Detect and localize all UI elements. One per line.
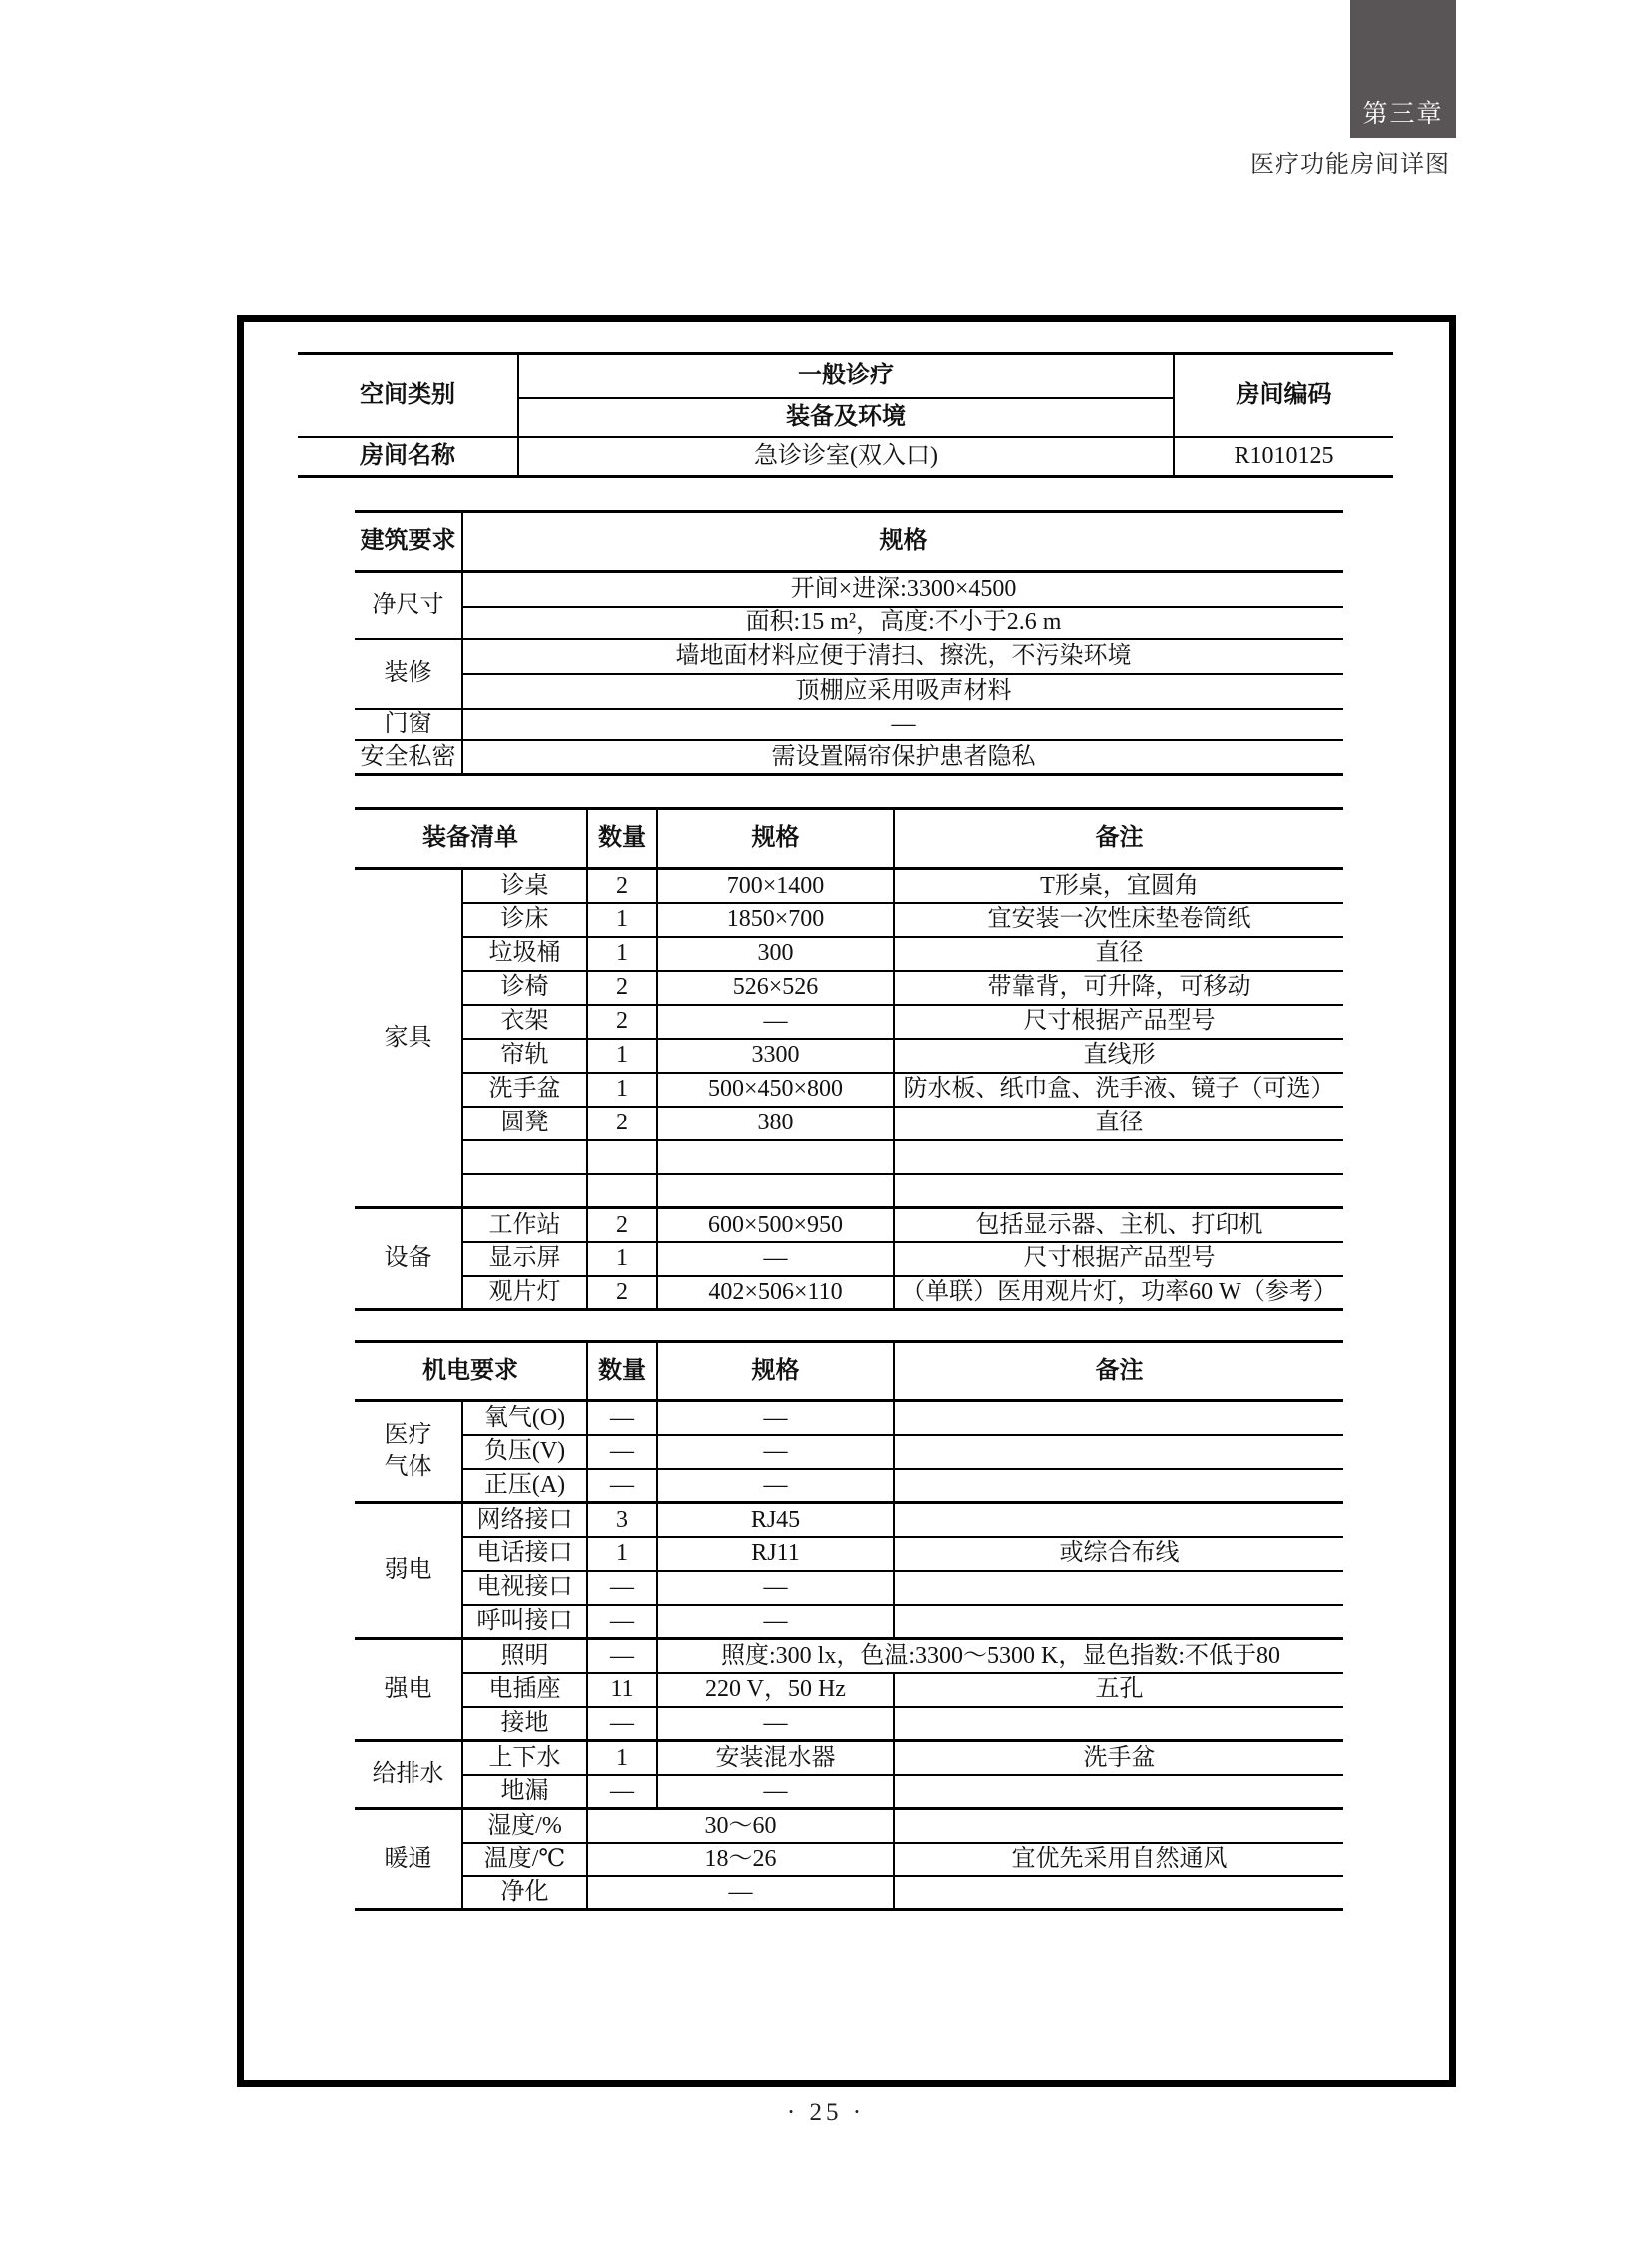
item-notes-cell: 五孔 [894, 1673, 1343, 1707]
item-notes-cell: 带靠背，可升降，可移动 [894, 971, 1343, 1005]
item-spec-cell: RJ11 [657, 1537, 894, 1571]
space-category-label: 空间类别 [298, 354, 518, 437]
item-name-cell: 衣架 [462, 1005, 587, 1039]
item-name-cell: 显示屏 [462, 1242, 587, 1276]
item-qty-cell: 1 [587, 1073, 657, 1107]
building-label: 安全私密 [355, 740, 462, 775]
item-spec-cell: 3300 [657, 1039, 894, 1073]
item-notes-cell [894, 1775, 1343, 1809]
item-notes-cell: 尺寸根据产品型号 [894, 1242, 1343, 1276]
item-spec-cell: — [657, 1775, 894, 1809]
item-notes-cell [894, 1503, 1343, 1537]
table-row [355, 674, 1343, 709]
table-row [355, 1342, 1343, 1401]
table-row [355, 1140, 1343, 1174]
building-requirements-table [355, 510, 1343, 776]
item-qty-cell: 1 [587, 903, 657, 937]
item-qty-cell: 11 [587, 1673, 657, 1707]
item-spec-cell: 220 V，50 Hz [657, 1673, 894, 1707]
room-name-value: 急诊诊室(双入口) [518, 437, 1174, 477]
item-spec-cell: 700×1400 [657, 869, 894, 903]
item-notes-cell [894, 1469, 1343, 1503]
item-notes-cell [894, 1435, 1343, 1469]
page-number: · 25 · [786, 2099, 866, 2126]
item-name-cell: 电插座 [462, 1673, 587, 1707]
equipment-table-title: 装备清单 [355, 809, 587, 869]
equipment-spec-header: 规格 [657, 809, 894, 869]
building-spec-cell: 顶棚应采用吸声材料 [462, 674, 1343, 709]
item-qty-spec-merged-cell: 30～60 [587, 1809, 894, 1843]
item-name-cell: 诊桌 [462, 869, 587, 903]
table-row [355, 903, 1343, 937]
item-spec-notes-merged-cell: 照度:300 lx，色温:3300～5300 K，显色指数:不低于80 [657, 1639, 1343, 1673]
chapter-subtitle: 医疗功能房间详图 [1250, 152, 1450, 178]
item-spec-cell: 1850×700 [657, 903, 894, 937]
equipment-notes-header: 备注 [894, 809, 1343, 869]
table-row [355, 1537, 1343, 1571]
building-spec-cell: 墙地面材料应便于清扫、擦洗，不污染环境 [462, 639, 1343, 674]
item-spec-cell: 402×506×110 [657, 1276, 894, 1310]
item-qty-cell [587, 1174, 657, 1208]
item-name-cell: 观片灯 [462, 1276, 587, 1310]
mep-category [355, 1401, 462, 1503]
building-spec-cell: 开间×进深:3300×4500 [462, 572, 1343, 607]
building-label: 净尺寸 [355, 572, 462, 639]
item-qty-cell: — [587, 1775, 657, 1809]
table-row [355, 1571, 1343, 1605]
room-code-label: 房间编码 [1174, 354, 1393, 437]
item-spec-cell: — [657, 1435, 894, 1469]
building-spec-cell: — [462, 709, 1343, 740]
table-row [355, 1843, 1343, 1876]
table-row [355, 1876, 1343, 1910]
item-qty-cell: 1 [587, 1242, 657, 1276]
item-spec-cell: 600×500×950 [657, 1208, 894, 1242]
mep-category: 弱电 [355, 1503, 462, 1639]
space-category-line1: 一般诊疗 [518, 354, 1174, 398]
item-spec-cell: — [657, 1005, 894, 1039]
equipment-list-table [355, 807, 1343, 1311]
item-qty-cell [587, 1140, 657, 1174]
item-notes-cell: 直径 [894, 937, 1343, 971]
table-row [355, 937, 1343, 971]
item-notes-cell [894, 1401, 1343, 1435]
mep-table-title: 机电要求 [355, 1342, 587, 1401]
item-qty-cell: — [587, 1401, 657, 1435]
item-notes-cell [894, 1174, 1343, 1208]
table-row [355, 607, 1343, 639]
mep-category: 强电 [355, 1639, 462, 1741]
item-qty-cell: — [587, 1571, 657, 1605]
item-notes-cell [894, 1707, 1343, 1741]
building-label: 门窗 [355, 709, 462, 740]
room-info-table [298, 352, 1393, 478]
item-spec-cell [657, 1140, 894, 1174]
item-qty-cell: 1 [587, 1039, 657, 1073]
table-row [355, 1208, 1343, 1242]
item-spec-cell: — [657, 1401, 894, 1435]
item-spec-cell: 380 [657, 1107, 894, 1140]
room-name-label: 房间名称 [298, 437, 518, 477]
item-notes-cell: 宜安装一次性床垫卷筒纸 [894, 903, 1343, 937]
item-name-cell: 温度/℃ [462, 1843, 587, 1876]
item-qty-cell: — [587, 1605, 657, 1639]
item-name-cell: 地漏 [462, 1775, 587, 1809]
item-qty-cell: 2 [587, 1208, 657, 1242]
item-notes-cell: 洗手盆 [894, 1741, 1343, 1775]
table-row [355, 1276, 1343, 1310]
table-row [355, 1107, 1343, 1140]
item-notes-cell: 或综合布线 [894, 1537, 1343, 1571]
item-spec-cell [657, 1174, 894, 1208]
table-row [355, 572, 1343, 607]
item-notes-cell [894, 1876, 1343, 1910]
item-name-cell: 帘轨 [462, 1039, 587, 1073]
table-row [355, 639, 1343, 674]
item-notes-cell: T形桌，宜圆角 [894, 869, 1343, 903]
item-spec-cell: 安装混水器 [657, 1741, 894, 1775]
item-qty-cell: 2 [587, 869, 657, 903]
item-notes-cell: 包括显示器、主机、打印机 [894, 1208, 1343, 1242]
table-row [355, 1639, 1343, 1673]
table-row [355, 1039, 1343, 1073]
item-name-cell: 氧气(O) [462, 1401, 587, 1435]
table-row [355, 869, 1343, 903]
item-name-cell: 正压(A) [462, 1469, 587, 1503]
item-name-cell: 网络接口 [462, 1503, 587, 1537]
table-row [355, 1673, 1343, 1707]
item-name-cell: 接地 [462, 1707, 587, 1741]
item-notes-cell [894, 1809, 1343, 1843]
item-spec-cell: RJ45 [657, 1503, 894, 1537]
table-row [298, 354, 1393, 398]
item-qty-cell: 1 [587, 1537, 657, 1571]
item-notes-cell: 尺寸根据产品型号 [894, 1005, 1343, 1039]
mep-category-label: 医疗气体 [384, 1422, 432, 1480]
table-row [355, 1775, 1343, 1809]
table-row [355, 740, 1343, 775]
table-row [355, 512, 1343, 572]
building-label: 装修 [355, 639, 462, 709]
item-spec-cell: — [657, 1242, 894, 1276]
item-notes-cell: 直线形 [894, 1039, 1343, 1073]
item-qty-cell: — [587, 1469, 657, 1503]
item-name-cell: 圆凳 [462, 1107, 587, 1140]
equipment-category: 设备 [355, 1208, 462, 1310]
table-row [355, 1707, 1343, 1741]
item-qty-cell: 3 [587, 1503, 657, 1537]
item-name-cell: 湿度/% [462, 1809, 587, 1843]
building-table-title: 建筑要求 [355, 512, 462, 572]
equipment-category: 家具 [355, 869, 462, 1208]
item-notes-cell: 直径 [894, 1107, 1343, 1140]
space-category-line2: 装备及环境 [518, 398, 1174, 437]
item-name-cell: 电话接口 [462, 1537, 587, 1571]
item-notes-cell [894, 1605, 1343, 1639]
item-qty-cell: 1 [587, 1741, 657, 1775]
item-name-cell: 电视接口 [462, 1571, 587, 1605]
item-notes-cell: （单联）医用观片灯，功率60 W（参考） [894, 1276, 1343, 1310]
item-name-cell: 工作站 [462, 1208, 587, 1242]
chapter-badge: 第三章 [1350, 0, 1456, 138]
item-spec-cell: 500×450×800 [657, 1073, 894, 1107]
item-qty-cell: — [587, 1707, 657, 1741]
item-name-cell [462, 1140, 587, 1174]
item-qty-cell: 1 [587, 937, 657, 971]
table-row [355, 1401, 1343, 1435]
building-spec-cell: 面积:15 m²，高度:不小于2.6 m [462, 607, 1343, 639]
mep-spec-header: 规格 [657, 1342, 894, 1401]
table-row [355, 1242, 1343, 1276]
mep-category: 暖通 [355, 1809, 462, 1910]
mep-qty-header: 数量 [587, 1342, 657, 1401]
item-name-cell: 呼叫接口 [462, 1605, 587, 1639]
item-name-cell: 垃圾桶 [462, 937, 587, 971]
item-name-cell: 洗手盆 [462, 1073, 587, 1107]
table-row [355, 1503, 1343, 1537]
item-spec-cell: 526×526 [657, 971, 894, 1005]
item-notes-cell: 防水板、纸巾盒、洗手液、镜子（可选） [894, 1073, 1343, 1107]
item-name-cell: 负压(V) [462, 1435, 587, 1469]
table-row [355, 1809, 1343, 1843]
mep-category: 给排水 [355, 1741, 462, 1809]
item-notes-cell [894, 1571, 1343, 1605]
item-qty-cell: 2 [587, 1276, 657, 1310]
table-row [355, 709, 1343, 740]
item-qty-cell: — [587, 1435, 657, 1469]
item-qty-cell: — [587, 1639, 657, 1673]
building-spec-header: 规格 [462, 512, 1343, 572]
table-row [298, 437, 1393, 477]
table-row [355, 971, 1343, 1005]
item-spec-cell: — [657, 1605, 894, 1639]
table-row [355, 809, 1343, 869]
mep-requirements-table [355, 1340, 1343, 1911]
building-spec-cell: 需设置隔帘保护患者隐私 [462, 740, 1343, 775]
item-name-cell: 净化 [462, 1876, 587, 1910]
item-spec-cell: — [657, 1469, 894, 1503]
table-row [355, 1435, 1343, 1469]
item-qty-cell: 2 [587, 971, 657, 1005]
table-row [355, 1174, 1343, 1208]
item-name-cell: 诊椅 [462, 971, 587, 1005]
item-notes-cell: 宜优先采用自然通风 [894, 1843, 1343, 1876]
item-spec-cell: — [657, 1571, 894, 1605]
table-row [355, 1469, 1343, 1503]
table-row [355, 1073, 1343, 1107]
item-qty-cell: 2 [587, 1107, 657, 1140]
item-qty-spec-merged-cell: — [587, 1876, 894, 1910]
item-spec-cell: 300 [657, 937, 894, 971]
table-row [355, 1605, 1343, 1639]
room-code-value: R1010125 [1174, 437, 1393, 477]
item-qty-spec-merged-cell: 18～26 [587, 1843, 894, 1876]
mep-notes-header: 备注 [894, 1342, 1343, 1401]
item-name-cell: 上下水 [462, 1741, 587, 1775]
item-name-cell: 照明 [462, 1639, 587, 1673]
equipment-qty-header: 数量 [587, 809, 657, 869]
item-name-cell [462, 1174, 587, 1208]
item-notes-cell [894, 1140, 1343, 1174]
table-row [355, 1741, 1343, 1775]
item-qty-cell: 2 [587, 1005, 657, 1039]
table-row [355, 1005, 1343, 1039]
item-name-cell: 诊床 [462, 903, 587, 937]
item-spec-cell: — [657, 1707, 894, 1741]
